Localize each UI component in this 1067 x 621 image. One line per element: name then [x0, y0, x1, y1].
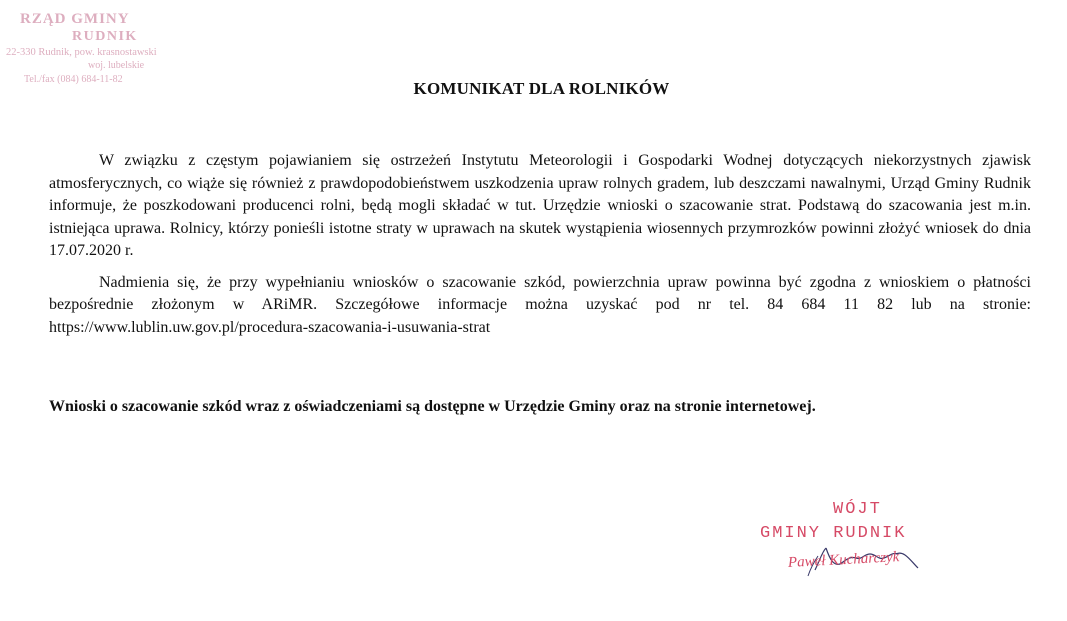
stamp-municipality: RUDNIK [72, 29, 138, 44]
document-body [49, 150, 1031, 339]
final-note: Wnioski o szacowanie szkód wraz z oświadczeniami są dostępne w Urzędzie Gminy oraz na stronie internetowej. [49, 398, 816, 415]
paragraph-1: W związku z częstym pojawianiem się ostrzeżeń Instytutu Meteorologii i Gospodarki Wodnej dotyczących niekorzystnych zjawisk atmosferycznych, co wiąże się również z prawdopodobieństwem uszkodzenia upraw rolnych gradem, lub deszczami nawalnymi, Urząd Gminy Rudnik informuje, że poszkodowani producenci rolni, będą mogli składać w tut. Urzędzie wnioski o szacowanie strat. Podstawą do szacowania jest m.in. istniejąca uprawa. Rolnicy, którzy ponieśli istotne straty w uprawach na skutek wystąpienia wiosennych przymrozków powinni złożyć wniosek do dnia 17.07.2020 r. [49, 152, 1031, 259]
signature-block [740, 500, 980, 600]
stamp-voivodeship: woj. lubelskie [88, 60, 145, 71]
stamp-address: 22-330 Rudnik, pow. krasnostawski [6, 47, 157, 58]
signature-name: Paweł Kucharczyk [787, 549, 900, 571]
signature-title: WÓJT [833, 500, 882, 519]
document-title: KOMUNIKAT DLA ROLNIKÓW [413, 79, 670, 98]
stamp-phone: Tel./fax (084) 684-11-82 [24, 74, 123, 85]
paragraph-2: Nadmienia się, że przy wypełnianiu wniosków o szacowanie szkód, powierzchnia upraw powinna być zgodna z wnioskiem o płatności bezpośrednie złożonym w ARiMR. Szczegółowe informacje można uzyskać pod nr tel. 84 684 11 82 lub na stronie: https://www.lublin.uw.gov.pl/procedura-szacowania-i-usuwania-strat [49, 273, 1031, 336]
stamp-office-name: RZĄD GMINY [20, 11, 130, 27]
signature-office: GMINY RUDNIK [760, 524, 907, 543]
